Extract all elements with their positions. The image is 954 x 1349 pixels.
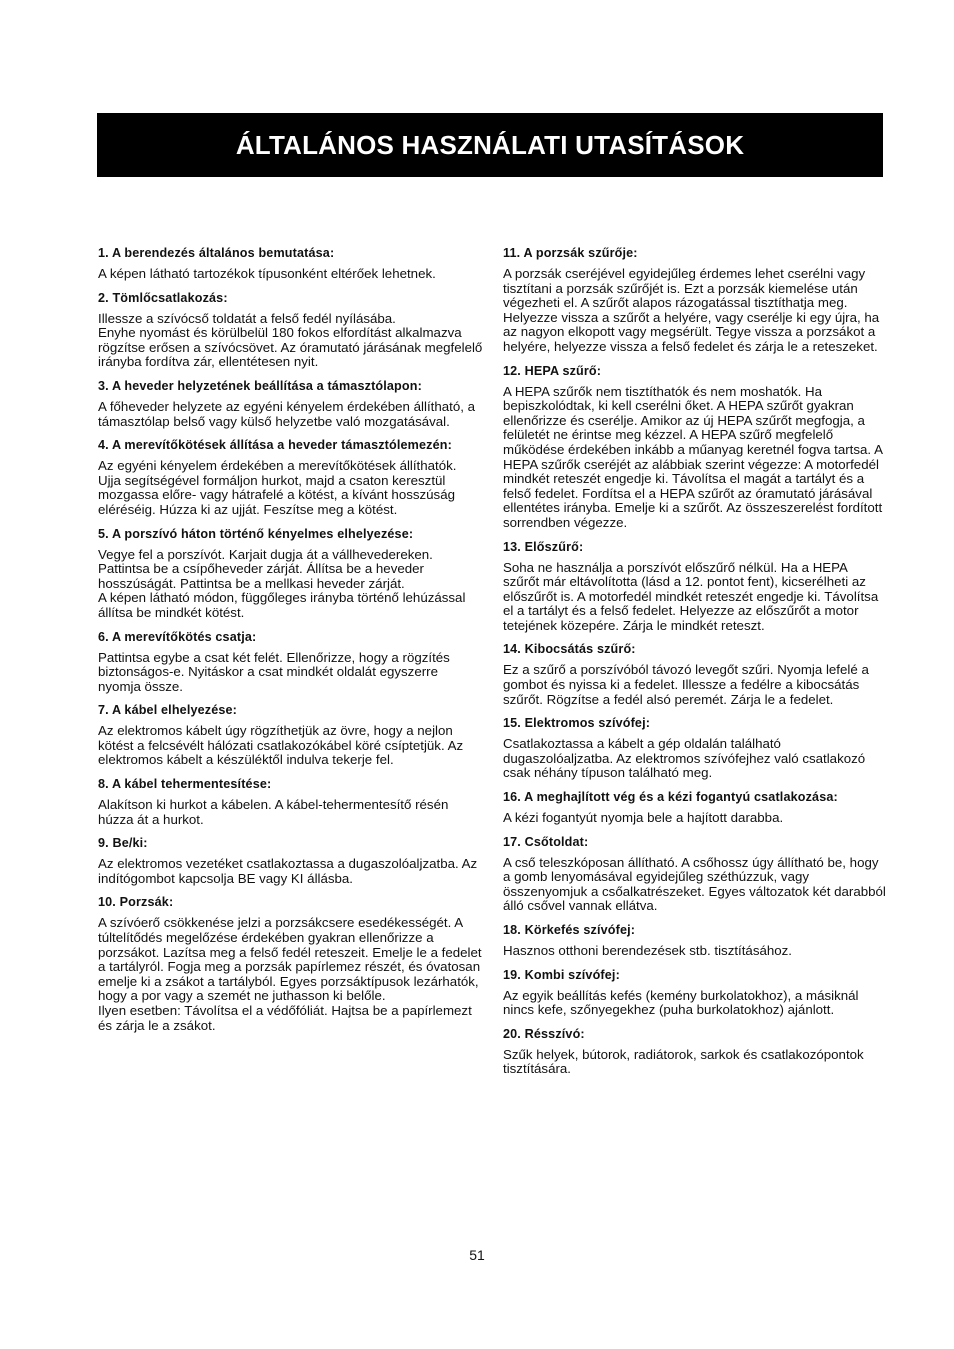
section-4 [98,438,484,517]
section-9 [98,836,484,886]
section-text: Az elektromos kábelt úgy rögzíthetjük az övre, hogy a nejlon kötést a felcsévélt hálózati csatlakozókábel köré csíptetjük. Az elektromos kábelt a készüléktől indulva tekerje fel. [98,723,464,768]
section-heading: 15. Elektromos szívófej: [503,716,651,731]
section-text: Az egyéni kényelem érdekében a merevítőkötések állíthatók. Ujja segítségével formáljon hurkot, majd a csaton keresztül mozgassa előre- vagy hátrafelé a kötést, a kívánt hosszúság eléréséig. Húzza ki az ujját. Feszítse meg a kötést. [98,458,457,517]
section-5 [98,527,484,621]
section-1 [98,246,484,282]
section-text: A cső teleszkóposan állítható. A csőhossz úgy állítható be, hogy a gomb lenyomásával egyidejűleg széthúzzuk, vagy összenyomjuk a csőalkatrészeket. Egyes változatok két darabból álló csővel vannak ellátva. [503,854,886,914]
section-16 [503,790,886,826]
section-text: Ez a szűrő a porszívóból távozó levegőt szűri. Nyomja lefelé a gombot és nyissa ki a fedelet. Illessze a fedélre a kibocsátás szűrőt. Rögzítse a fedél alsó peremét. Zárja le a fedelet. [503,662,869,707]
section-11 [503,246,886,355]
section-heading: 18. Körkefés szívófej: [503,923,636,937]
section-7 [98,703,484,768]
section-3 [98,379,484,429]
section-text: Soha ne használja a porszívót előszűrő nélkül. Ha a HEPA szűrőt már eltávolította (lásd a 12. pontot fent), kicserélheti az előszűrőt is. A motorfedél mindkét reteszét engedje ki. Távolítsa el a tartályt és a felső fedelet. Helyezze az előszűrőt a motor tetejének közepére. Zárja le mindkét reteszt. [503,559,879,633]
section-14 [503,642,886,707]
section-heading: 13. Előszűrő: [503,539,584,554]
section-text: Szűk helyek, bútorok, radiátorok, sarkok és csatlakozópontok tisztítására. [503,1046,864,1077]
section-text: A képen látható tartozékok típusonként eltérőek lehetnek. [98,266,436,281]
section-text: Az elektromos vezetéket csatlakoztassa a dugaszolóaljzatba. Az indítógombot kapcsolja BE vagy KI állásba. [98,856,478,886]
section-text: A HEPA szűrők nem tisztíthatók és nem moshatók. Ha bepiszkolódtak, ki kell cserélni őket. A HEPA szűrőt gyakran ellenőrizze és cserélje. Amikor az új HEPA szűrőt megfogja, a felületét ne érintse meg kézzel. A HEPA szűrő megfelelő működése érdekében inkább a műanyag keretnél fogva tartsa. A HEPA szűrők cseréjét az alábbiak szerint végezze: A motorfedél mindkét reteszét engedje ki. Távolítsa el magát a tartályt és a felső fedelet. Fordítsa el a HEPA szűrőt az óramutató járásával ellentétes irányba. Emelje ki a szűrőt. Az összeszerelést fordított sorrendben végezze. [503,383,883,530]
section-heading: 6. A merevítőkötés csatja: [98,629,257,644]
section-2 [98,291,484,370]
section-text: A kézi fogantyút nyomja bele a hajított darabba. [503,810,784,826]
page-title: ÁLTALÁNOS HASZNÁLATI UTASÍTÁSOK [235,129,745,160]
section-text: Pattintsa egybe a csat két felét. Ellenőrizze, hogy a rögzítés biztonságos-e. Nyitáskor a csat mindkét oldalát egyszerre nyomja össze. [98,649,450,694]
page-title-bar [97,113,883,177]
section-heading: 1. A berendezés általános bemutatása: [98,246,335,260]
right-column [503,246,886,1086]
section-text: A szívóerő csökkenése jelzi a porzsákcsere esedékességét. A túltelítődés megelőzése érdekében gyakran ellenőrizze a porzsákot. Lazítsa meg a felső fedél reteszeit. Emelje le a fedelet a tartályról. Fogja meg a porzsák papírlemez részét, és óvatosan emelje ki a zsákot a tartályból. Egyes porzsáktípusok lezárhatók, hogy a por vagy a szemét ne juthasson ki belőle. Ilyen esetben: Távolítsa el a védőfóliát. Hajtsa be a papírlemezt és zárja le a zsákot. [98,915,482,1033]
section-heading: 2. Tömlőcsatlakozás: [98,290,228,305]
page-number: 51 [469,1247,485,1263]
section-8 [98,777,484,827]
section-heading: 14. Kibocsátás szűrő: [503,642,636,657]
section-heading: 7. A kábel elhelyezése: [98,703,238,718]
section-19 [503,968,886,1018]
section-text: Illessze a szívócső toldatát a felső fedél nyílásába. Enyhe nyomást és körülbelül 180 fokos elfordítást alkalmazva rögzítse erősen a szívócsövet. Az óramutató járásának megfelelő irányba fordítva zár, ellentétesen nyit. [98,310,483,370]
section-text: Az egyik beállítás kefés (kemény burkolatokhoz), a másiknál nincs kefe, szőnyegekhez (puha burkolatokhoz) ajánlott. [503,987,859,1018]
section-heading: 12. HEPA szűrő: [503,363,602,378]
section-heading: 5. A porszívó háton történő kényelmes elhelyezése: [98,526,414,541]
left-column [98,246,484,1042]
section-15 [503,716,886,781]
section-10 [98,895,484,1033]
section-17 [503,835,886,914]
section-text: Vegye fel a porszívót. Karjait dugja át a vállhevedereken. Pattintsa be a csípőheveder zárját. Állítsa be a heveder hosszúságát. Pattintsa be a mellkasi heveder zárját. A képen látható módon, függőleges irányba történő lehúzással állítsa be mindkét kötést. [98,546,466,620]
section-13 [503,540,886,634]
section-text: Hasznos otthoni berendezések stb. tisztításához. [503,943,792,958]
section-heading: 4. A merevítőkötések állítása a heveder támasztólemezén: [98,438,452,453]
section-heading: 3. A heveder helyzetének beállítása a támasztólapon: [98,378,422,393]
section-12 [503,364,886,531]
section-18 [503,923,886,959]
section-text: A főheveder helyzete az egyéni kényelem érdekében állítható, a támasztólap belső vagy külső helyzetbe való mozgatásával. [98,398,475,429]
section-text: Alakítson ki hurkot a kábelen. A kábel-tehermentesítő résén húzza át a hurkot. [98,797,449,827]
section-heading: 8. A kábel tehermentesítése: [98,777,272,792]
section-text: Csatlakoztassa a kábelt a gép oldalán található dugaszolóaljzatba. Az elektromos szívófejhez való csatlakozó csak néhány típuson található meg. [503,736,866,781]
section-6 [98,630,484,695]
section-text: A porzsák cseréjével egyidejűleg érdemes lehet cserélni vagy tisztítani a porzsák szűrőjét is. Ezt a porzsák kiemelése után végezheti el. A szűrőt alapos rázogatással tisztíthatja meg. Helyezze vissza a szűrőt a helyére, vagy cserélje ki egy újra, ha az nagyon elkopott vagy megsérült. Tegye vissza a porzsákot a helyére, helyezze vissza a felső fedelet és zárja le a reteszeket. [503,266,880,354]
section-heading: 10. Porzsák: [98,895,174,910]
section-heading: 20. Résszívó: [503,1026,585,1041]
section-heading: 9. Be/ki: [98,836,148,851]
section-heading: 16. A meghajlított vég és a kézi fogantyú csatlakozása: [503,790,838,805]
section-heading: 11. A porzsák szűrője: [503,246,638,260]
section-heading: 19. Kombi szívófej: [503,967,620,982]
section-20 [503,1027,886,1077]
section-heading: 17. Csőtoldat: [503,834,589,849]
